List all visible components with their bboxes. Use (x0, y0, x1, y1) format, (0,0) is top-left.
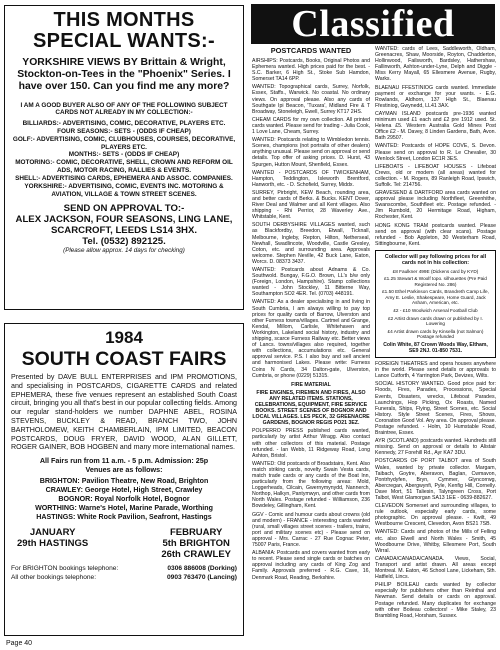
venue-list (11, 477, 237, 522)
venue-line: BOGNOR: Royal Norfolk Hotel, Bognor (58, 495, 190, 504)
collector-prices-box (375, 250, 496, 358)
classified-column-1 (252, 46, 370, 640)
classified-header (251, 4, 495, 44)
price-item: £1.25 Stewart & Woolf topo. silhouettes (Pre Paid Registered No. 286) (384, 276, 487, 287)
classified-entry: GGV - Comic and humour cards about crowns (old and modern) - FRANCE - interesting cards wanted (rural, small villages street scenes - trailers, trains, port and military scenes etc) - Please send on approval - Mrs. Carrac - 27 Rue Cognac Peter, 75007 Paris, France. (252, 511, 370, 549)
price-item: £2 Artist drawn cards drawn or published by I. Lowering (388, 315, 483, 327)
date-line: 26th CRAWLEY (161, 549, 231, 561)
page-number: Page 40 (6, 640, 33, 647)
dates-january (17, 527, 88, 560)
venue-line: HASTINGS: White Rock Pavilion, Seafront, Hastings (36, 513, 212, 522)
date-line: 5th BRIGHTON (162, 538, 230, 550)
price-item: £1.50 Ethel Parkinson Cards, Brandreth Camp Life, Amy E. Leslie, Shakespeare, Home Guard, Jack Asham, American, etc. (382, 289, 489, 306)
classified-entry: WANTED: Postcards of HOPE COVE, S. Devon. Please send on approval to R. Le Chevalier, 30 Wenlock Street, London EC1R 3ES. (375, 143, 496, 162)
checking-note: (Please allow approx. 14 days for checking) (63, 246, 185, 254)
subject-line: GOLF:- ADVERTISING, COMIC, CLUBHOUSES, COURSES, DECORATIVE, PLAYERS ETC. (12, 135, 236, 151)
classified-entry: POLPERRO PRESS published cards wanted, particularly by artist Arthur Wragg. Also contact with other collectors of this material. Postage refunded. - Ian Webb, 11 Ridgeway Road, Long Ashton, Bristol. (252, 428, 370, 459)
classified-entry: GRAVESEND & DARTFORD area cards wanted on approval please including Northfleet, Greenhithe, Swanscombe, Southfleet etc. Postage refunded. - Jim Rumbold, 20 Hermitage Road, Higham, Rochester, Kent. (375, 190, 496, 221)
classified-entry: FIRE ENGINES, FIREMEN AND FIRES, ALSO ANY RELATED ITEMS. STATIONS, CELEBRATIONS, EQUIPMENT, FIRE SERVICE BOOKS. STREET SCENES OF BOGNOR AND LOCAL VILLAGES. LES PECK, 32 GREENACRE GARDENS, BOGNOR REGIS PO21 3EZ. (252, 389, 370, 427)
subject-line: BILLIARDS:- ADVERTISING, COMIC, DECORATIVE, PLAYERS ETC. (22, 119, 226, 127)
classified-entry: WANTED: Old postcards of Broadstairs, Kent. Also match striking cards, novelty Swain Vesta cards, match trade cards or any cards of the Boat Inn, particularly from the following areas: Mold, Loggerheads, Cilcain, Gwernymynydd, Nannerch, Northop, Halkyn, Pantymwyn, and other cards from North Wales. Postage refunded - Williamson, 236 Bowdeley, Gillingham, Kent. (252, 460, 370, 510)
classified-column-2 (375, 46, 496, 640)
dates-february (161, 527, 231, 560)
classified-entry: CAYMAN ISLAND postcards pre-1936 wanted minimum used £1 each and £2 pre 1912 used. St. Helena £5. Western Australia Gold Mines Post Office £2 - M. Davey, 8 Linden Gardens, Bath, Avon. Bath 29507. (375, 110, 496, 142)
subject-line: FOUR SEASONS:- SETS - (ODDS IF CHEAP) (57, 127, 191, 135)
section-title: POSTCARDS WANTED (270, 46, 352, 55)
fair-dates (11, 527, 237, 560)
venue-line: WORTHING: Warne's Hotel, Marine Parade, Worthing (35, 504, 213, 513)
send-heading: SEND ON APPROVAL TO:- (63, 202, 185, 214)
booking-label: All other bookings telephone: (11, 573, 97, 581)
classified-entry: HONG KONG TRAM postcards wanted. Please send on approval (with clear scans). Postage refunded - Bob Appleton, 30 Westerham Road, Sittingbourne, Kent. (375, 222, 496, 247)
booking-line (11, 574, 237, 582)
classified-entry: WANTED: Topographical cards, Surrey, Norfolk, Essex, Staffs., Warwick. No coastal. No ordinary views. On approval please. Also any cards of Southgate Ipi Beacon, 'Tuxara', Midland Fire & T Broadway, Stoneleigh, Ewell, Surrey KT17 2HS. (252, 84, 370, 115)
special-wants-ad (4, 5, 244, 310)
send-address: ALEX JACKSON, FOUR SEASONS, LING LANE, SCARCROFT, LEEDS LS14 3HX. (15, 213, 233, 236)
date-line: FEBRUARY (169, 527, 223, 539)
booking-phones (11, 565, 237, 582)
classified-entry: CANADA/CANADA/CANADA. Views, Social, Transport and artist drawn. All areas except Montreal. M. Eaton, 46 School Lane, Lickeham, Sth. Hatfield, Lincs. (375, 555, 496, 581)
classified-entry: CHEAM CARDS for my own collection. All printed cards wanted. Please send for trading - Julia Cook, 1 Love Lane, Cheam, Surrey. (252, 116, 370, 136)
subject-list (11, 120, 237, 199)
fire-material-heading: FIRE MATERIAL (291, 381, 331, 388)
yorkshire-heading: YORKSHIRE VIEWS BY Brittain & Wright, Stockton-on-Tees in the "Phoenix" Series. I have over 150. Can you find me any more? (17, 57, 231, 93)
venue-line: CRAWLEY: George Hotel, High Street, Crawley (45, 486, 203, 495)
classified-entry: POSTCARDS OF PORT TALBOT area of South Wales, wanted by private collector. Margam, Taibach, Goytre, Aberavon, Baglan, Cwmavon, Pontrhydyfen, Bryn, Cymmer, Glyncorrwg, Abercregan, Abergwynfi, Pyle, Kenfig Hill, Cornelly. Dave Mort, 51 Taliesin, Talyngreen Cross, Port Talbot, West Glamorgan SA13 1EE - 0639-882627. (375, 458, 496, 501)
booking-number: 0306 886008 (Dorking) (167, 565, 237, 573)
classified-entry: SOUTH DERBYSHIRE VILLAGES wanted, such as Blackfordby, Breedon, Etwall, Ticknall, Melbourne, Ingleby, Repton, Hilton, Netherseal, Newhall, Swadlincote, Woodville, Castle Gresley, Coton, etc. and surrounding area. Approvals welcome. Stephen Neville, 42 Buck Lane, Eaton, Worcs. D. 08373 3437. (252, 222, 370, 265)
classified-entry: SURREY, Pirbright, KEW Beach, rounding area, and better cards of Berks. & Bucks. KENT Dover, River Deal and Walmer and all Kent villages. Also shipping - Rhi Perrior, 28 Waverley Ave., Whitstable, Kent. (252, 189, 370, 221)
send-tel: Tel. (0532) 892125. (82, 235, 166, 247)
fairs-year: 1984 (105, 328, 143, 347)
classified-entry: WANTED: Cards and photos of the Mills of Felling etc. also Elwell and North Wales - Smith, 45 Woodbourne Drive, Whitby, Ellesmere Port, South Wirral. (375, 529, 496, 554)
buyer-heading: I AM A GOOD BUYER ALSO OF ANY OF THE FOLLOWING SUBJECT CARDS NOT ALREADY IN MY COLLECTION:- (20, 101, 228, 117)
collector-contact: Colin White, 87 Crown Woods Way, Eltham, SE9 2NJ. 01-850 7531. (383, 342, 488, 355)
classified-entry: SOCIAL HISTORY WANTED. Good price paid for: Floods, Fires, Parades, Processions, Special Events, Disasters, wrecks, Lifeboat Parades, Launchings, Hop Picking, Ox Roasts, Named Funerals, Ships, Flying, Street Scenes, etc. Social History. Style Street Scenes, Fires, Shows, Coronation Good Vol. Any area. On approval please. Postage refunded. - Holm, 10 Humstable Road, Braintree, Essex. (375, 381, 496, 437)
subject-line: MONTHS:- SETS - (ODDS IF CHEAP) (68, 151, 180, 159)
classified-entry: BLAENAU FFESTINIOG cards wanted. Immediate payment or exchange for your wants. - E.G. Rowlands, Aldhorn, 137 High St., Blaenau Ffestiniog, Gwynedd, LL41 3AX. (375, 84, 496, 109)
venues-intro: Venues are as follows: (85, 465, 163, 475)
subject-line: MOTORING:- COMIC, DECORATIVE, SHELL, CROWN AND REFORM OIL ADS, MOTOR RACING, RALLIES & EVENTS. (15, 159, 233, 175)
collector-prices-title: Collector will pay following prices for all cards not in his collection: (384, 253, 487, 267)
classified-entry: CLEVEDON Somerset and surrounding villages, to rule outlook, especially early cards, some photographic. On approval please. - Kwilt, 49 Westbourne Crescent, Clevedon, Avon BS21 7SB. (375, 503, 496, 528)
price-item: £2 - £10 Woolwich Arsenal Football Club (393, 308, 478, 314)
price-item: £8 Faulkner 499E (Dickens card by KYD) (392, 268, 479, 274)
subject-line: YORKSHIRE:- ADVERTISING, COMIC, EVENTS INC. MOTORING & AVIATION, VILLAGE & TOWN STREET SCENES. (24, 183, 224, 198)
classified-entry: WANTED: Postcards about Adnams & Co. Southwold. Bungay, F.G.O. Brown, LL's b/w only (Foreign, London, Hampshire). Stamp collections wanted - John Stockley, 11 Bitterne Way, Southampton SO2 4ER. Tel. (0703) 448191. (252, 267, 370, 298)
fairs-intro: Presented by DAVE BULL ENTERPRISES and IPM PROMOTIONS, and specialising in POSTCARDS, CIGARETTE CARDS and related EPHEMERA, these five venues represent an established South Coast circuit, bringing you all that's best in our popular collecting fields. Among our regular stand-holders we number DAPHNE ABEL, ROSINA STEVENS, BUCKLEY & READ, BRANCH TWO, JOHN BARTHOLOMEW, KEITH CHAMBERLAIN, IPM LIMITED, BEACON POSTCARDS, DOUG FRYER, DAVID WOOD, ALAN GILLETT, ROGER GAINER, BOB HOGBEN and many more international names. (11, 373, 237, 452)
price-item: £4 Artist drawn cards by Kinsella (not Salmon) Postage refunded (387, 328, 484, 340)
classified-entry: WANTED - POSTCARDS OF TWICKENHAM, Hampton, Teddington, Isleworth Brentford, Hanworth, etc. - D. Schofield, Surrey, Middx. (252, 169, 370, 188)
classified-title: Classified (291, 3, 455, 45)
booking-label: For BRIGHTON bookings telephone: (11, 565, 119, 573)
classified-entry: ALBANIA: Postcards and covers wanted from early to recent. Please send single cards or batches on approval including any cards of King Zog and Family. Approvals preferred - R.G. Cave, 16, Denmark Road, Reading, Berkshire. (252, 550, 370, 581)
classified-entry: AYR (SCOTLAND) postcards wanted. Hundreds still missing. Send on approval or details to Alistair Kennedy, 27 Forehill Rd., Ayr KA7 3DU. (375, 438, 496, 457)
special-wants-title: THIS MONTHS SPECIAL WANTS:- (33, 9, 215, 52)
booking-line (11, 565, 237, 573)
fairs-hours: All Fairs run from 11 a.m. - 5 p.m. Admission: 25p (39, 456, 209, 466)
classified-entry: WANTED: cards of Lees, Saddleworth, Oldham, Greenacres, Shaw, Moorside, Royton, Chadderton, Hollinwood, Failsworth, Bardsley, Hathershaw, Fallinworth, Ashton-under-Lyne, Delph and Diggle - Miss Kerry Mayall, 65 Ellesmere Avenue, Rugby, Warks. (375, 46, 496, 83)
south-coast-fairs-ad (4, 323, 244, 636)
date-line: 29th HASTINGS (17, 538, 89, 550)
subject-line: SHELL:- ADVERTISING CARDS, EPHEMERA AND ASSOC. COMPANIES. (15, 175, 233, 183)
classified-entry: AIRSHIPS: Postcards, Books, Original Photos and Ephemera wanted. High prices paid for the best. - S.C. Barker, 6 High St., Stoke Sub Hamdon, Somerset TA14 6PP. (252, 58, 370, 83)
classified-entry: WANTED: Postcards relating to Wimbledon tennis. Scenes, champions (not portraits of other dealers) anything unusual. Please send on approval or send details. Top offer of asking prices. D. Hurst, 43 Spurgen, Hutton Mount, Shenfield, Essex. (252, 137, 370, 168)
classified-entry: WANTED: As a dealer specialising in and living in South Cumbria, I am always willing to pay top prices for quality cards of Barrow, Ulverston and other Furness towns/villages. Cartmel and Grange, Kendal, Millom, Carlisle, Whitehaven and Workington, Lakeland social history, industry and shipping, scarce Furness Railway etc. Better views of Lancs. towns/villages also required, together with collections, accumulations etc. General approval service. P.S. I also buy and sell ancient and harmonised Lakes. Please write: Furness Coins N Cards, 34 Dalton-gate, Ulverston, Cumbria, or phone (0229) 51315. (252, 299, 370, 379)
classified-entry: LIFEBOATS - LIFEBOAT HOUSES - Lifeboat Crews, old or modern (all areas) wanted for collection. - M. Rogers, 89 Ranleigh Road, Ipswich, Suffolk. Tel: 214756. (375, 163, 496, 188)
classified-entry: FOREIGN THEATRES and opera houses anywhere in the world. Please send details or approvals to Lance Cutforth, 4 Yarrington Park, Devizes, Wilts. (375, 361, 496, 380)
venue-line: BRIGHTON: Pavilion Theatre, New Road, Brighton (39, 477, 209, 486)
date-line: JANUARY (29, 527, 76, 539)
classified-entry: PHILIP BOILEAU cards wanted by collector especially for publishers other than Reinthal and Newman. Send details or cards on approval. Postage refunded. Many duplicates for exchange with other Boileau collectors! - Mike Staley, 23 Brambling Road, Horsham, Sussex. (375, 582, 496, 619)
fairs-title: SOUTH COAST FAIRS (21, 348, 227, 370)
booking-number: 0903 763470 (Lancing) (166, 573, 237, 581)
